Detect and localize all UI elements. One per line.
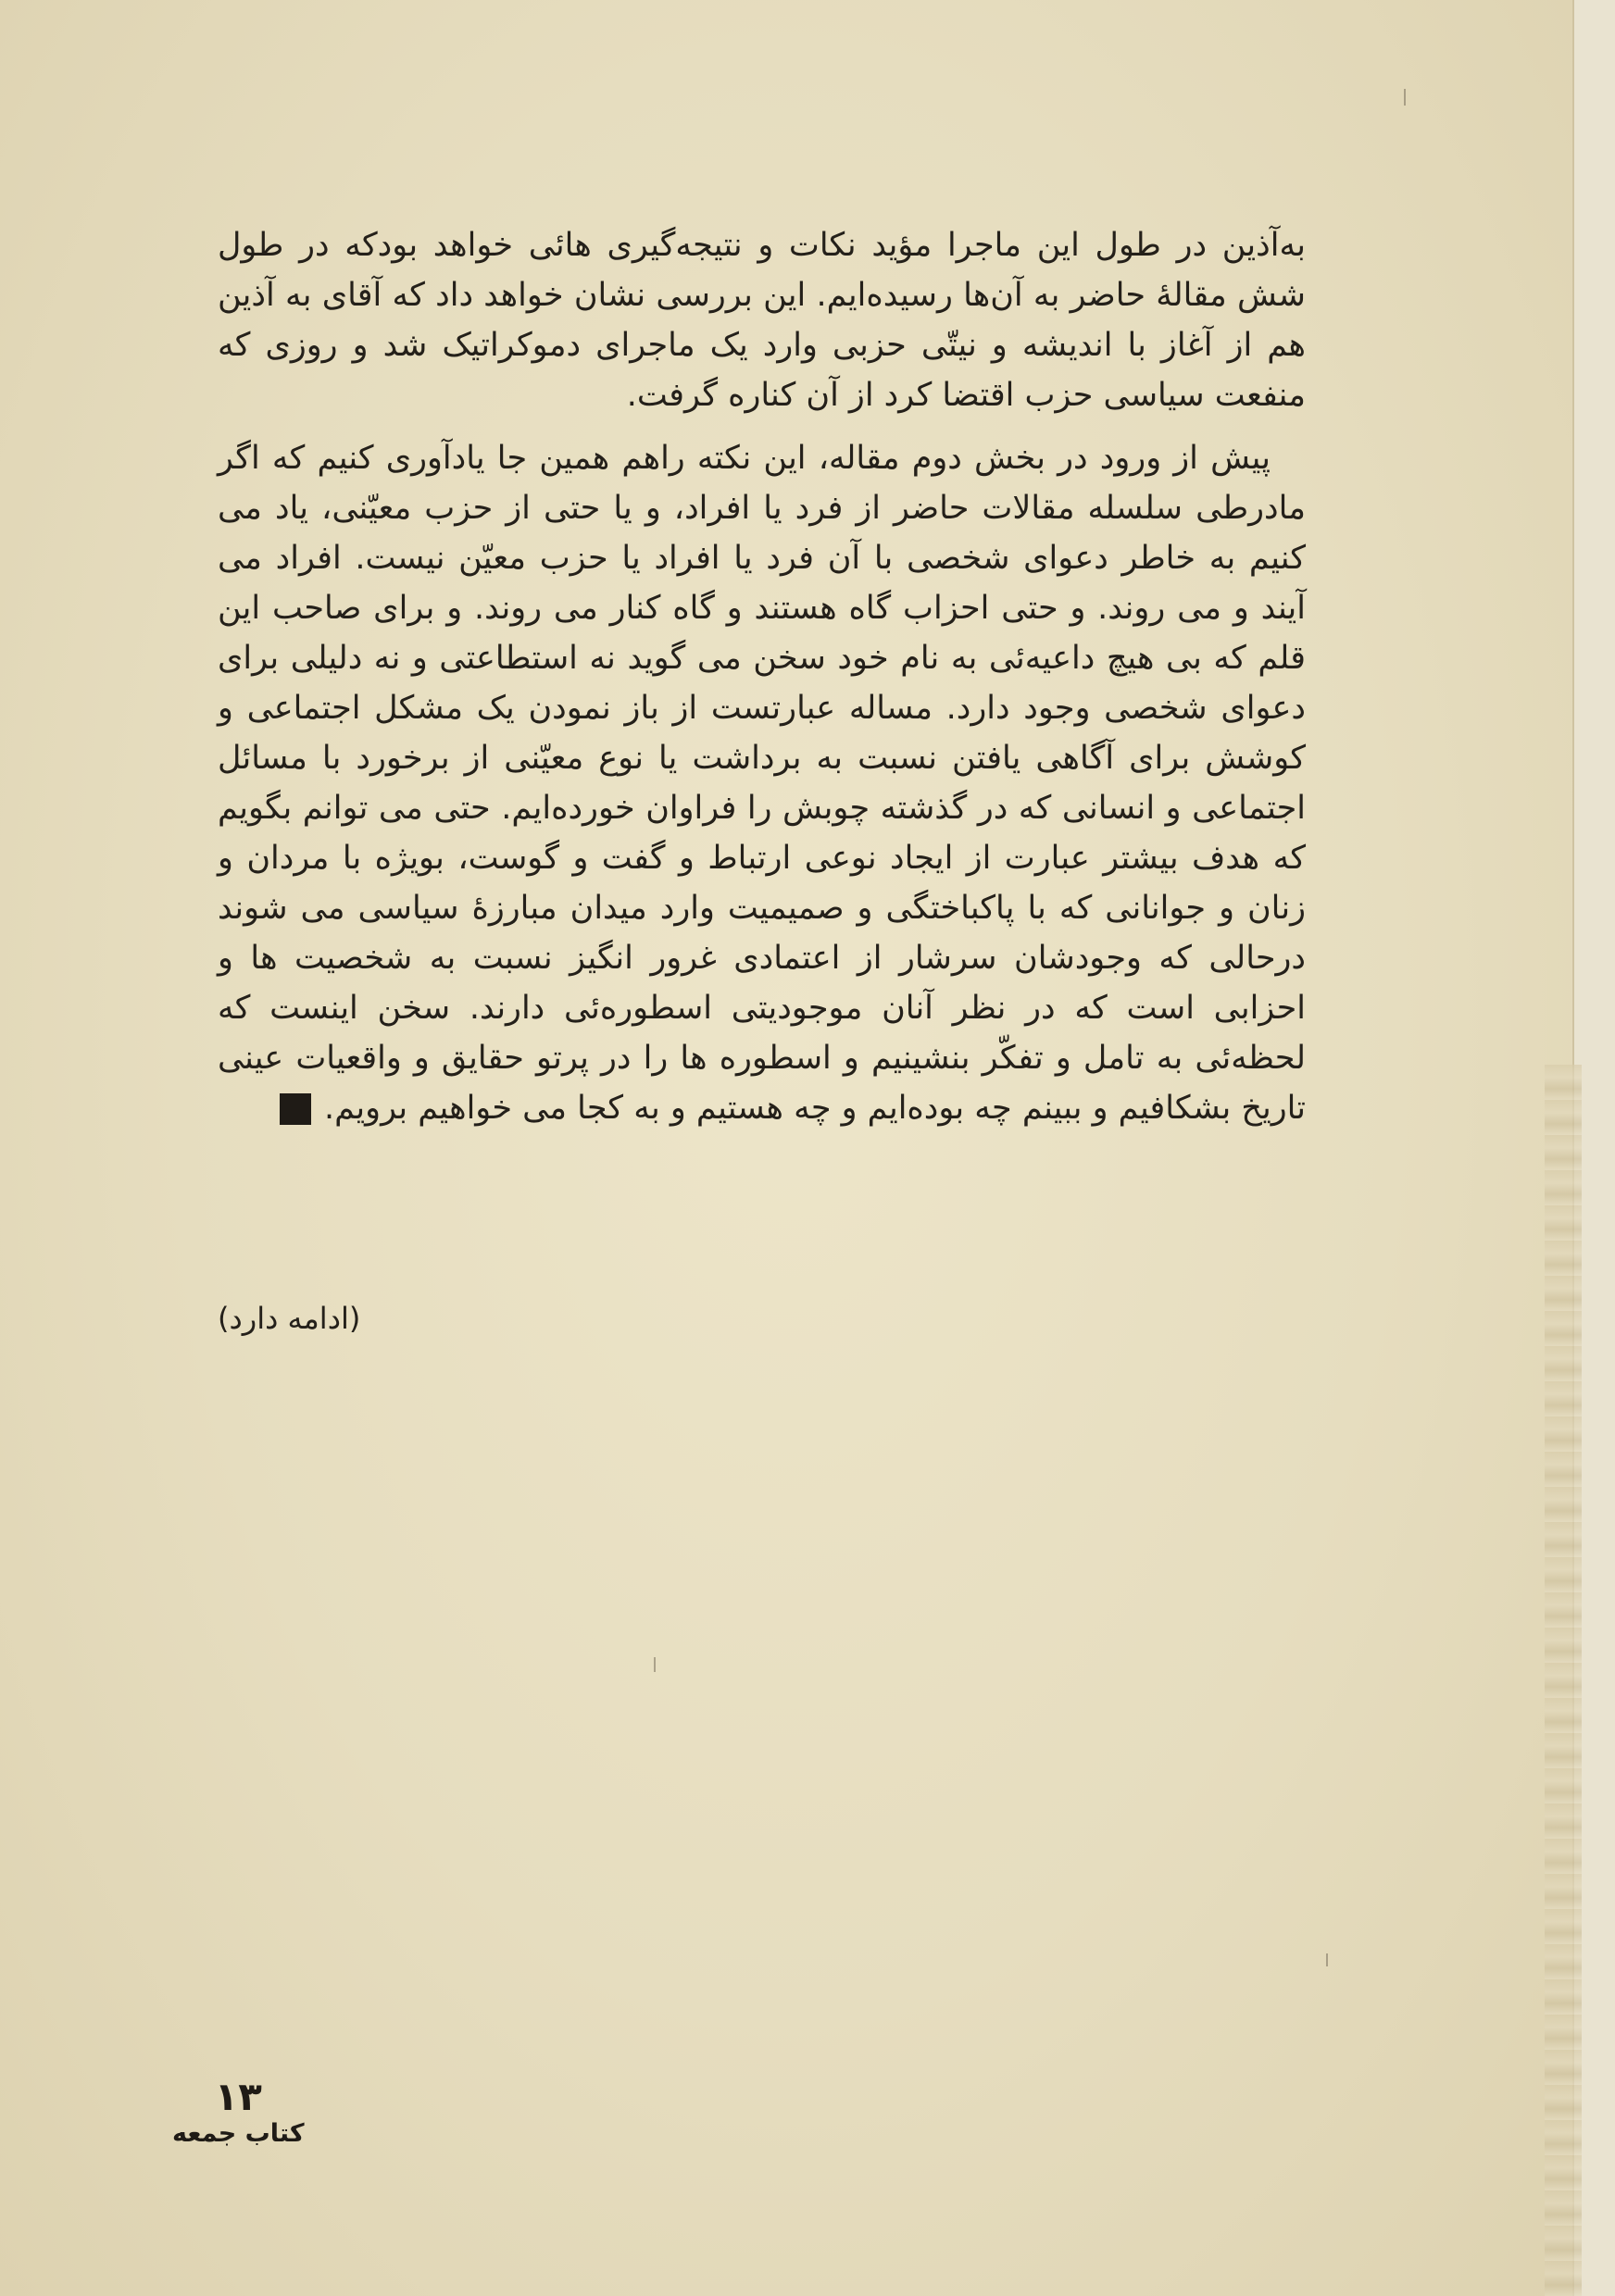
paper-speck: [1326, 1953, 1328, 1966]
to-be-continued-note: (ادامه دارد): [218, 1301, 361, 1336]
page-footer: [172, 2076, 305, 2150]
paragraph-2: [218, 433, 1306, 1133]
paper-speck: [654, 1657, 656, 1672]
article-body: [218, 220, 1306, 1133]
page-number: ۱۳: [214, 2074, 262, 2119]
paper-speck: [1404, 89, 1406, 106]
paragraph-1: به‌آذین در طول این ماجرا مؤید نکات و نتیجه‌گیری هائی خواهد بودکه در طول شش مقالهٔ حاضر به آن‌ها رسیده‌ایم. این بررسی نشان خواهد داد که آقای به آذین هم از آغاز با اندیشه و نیتّی حزبی وارد یک ماجرای دموکراتیک شد و روزی که منفعت سیاسی حزب اقتضا کرد از آن کناره گرفت.: [218, 227, 1306, 414]
torn-paper-edge: [1545, 1065, 1582, 2296]
paragraph-2-text: پیش از ورود در بخش دوم مقاله، این نکته راهم همین جا یادآوری کنیم که اگر مادرطی سلسله مقالات حاضر از فرد یا افراد، و یا حتی از حزب معیّنی، یاد می کنیم به خاطر دعوای شخصی با آن فرد یا افراد یا حزب معیّن نیست. افراد می آیند و می روند. و حتی احزاب گاه هستند و گاه کنار می روند. و برای صاحب این قلم که بی هیچ داعیه‌ئی به نام خود سخن می گوید نه استطاعتی و نه دلیلی برای دعوای شخصی وجود دارد. مساله عبارتست از باز نمودن یک مشکل اجتماعی و کوشش برای آگاهی یافتن نسبت به برداشت یا نوع معیّنی از برخورد با مسائل اجتماعی و انسانی که در گذشته چوبش را فراوان خورده‌ایم. حتی می توانم بگویم که هدف بیشتر عبارت از ایجاد نوعی ارتباط و گفت و گوست، بویژه با مردان و زنان و جوانانی که با پاکباختگی و صمیمیت وارد میدان مبارزهٔ سیاسی می شوند درحالی که وجودشان سرشار از اعتمادی غرور انگیز نسبت به شخصیت ها و احزابی است که در نظر آنان موجودیتی اسطوره‌ئی دارند. سخن اینست که لحظه‌ئی به تامل و تفکّر بنشینیم و اسطوره ها را در پرتو حقایق و واقعیات عینی تاریخ بشکافیم و ببینم چه بوده‌ایم و چه هستیم و به کجا می خواهیم برویم.: [218, 440, 1306, 1127]
publication-name: کتاب جمعه: [172, 2119, 305, 2148]
end-of-article-square-icon: [280, 1093, 311, 1125]
